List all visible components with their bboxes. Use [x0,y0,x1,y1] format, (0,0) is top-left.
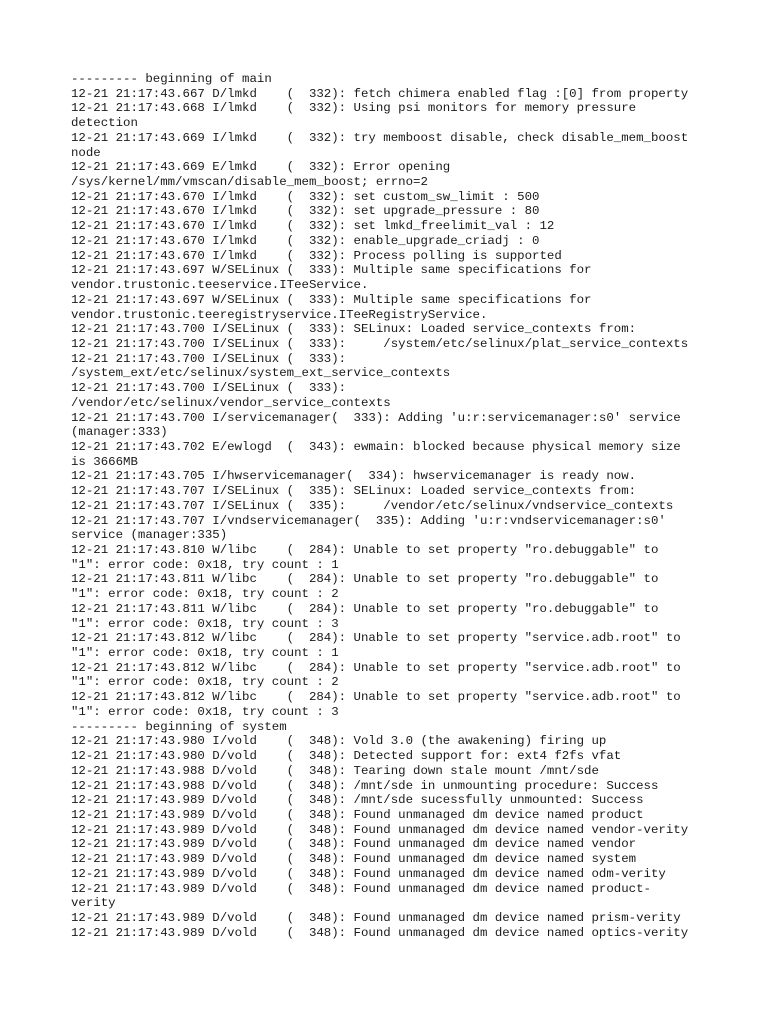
log-line: detection [71,116,138,131]
log-line: 12-21 21:17:43.989 D/vold ( 348): /mnt/sde sucessfully unmounted: Success [71,793,644,808]
log-line: 12-21 21:17:43.989 D/vold ( 348): Found unmanaged dm device named product [71,807,644,822]
log-line: 12-21 21:17:43.670 I/lmkd ( 332): enable_upgrade_criadj : 0 [71,233,540,248]
log-line: 12-21 21:17:43.669 I/lmkd ( 332): try memboost disable, check disable_mem_boost [71,130,689,145]
log-line: service (manager:335) [71,528,228,543]
log-section-header: --------- beginning of main [71,72,272,86]
log-line: 12-21 21:17:43.707 I/SELinux ( 335): SELinux: Loaded service_contexts from: [71,484,637,499]
log-line: 12-21 21:17:43.989 D/vold ( 348): Found unmanaged dm device named product- [71,881,651,896]
log-line: 12-21 21:17:43.989 D/vold ( 348): Found unmanaged dm device named system [71,852,637,867]
log-line: /vendor/etc/selinux/vendor_service_contexts [71,395,391,410]
log-line: "1": error code: 0x18, try count : 3 [71,704,339,719]
log-line: 12-21 21:17:43.707 I/SELinux ( 335): /vendor/etc/selinux/vndservice_contexts [71,498,674,513]
log-line: 12-21 21:17:43.812 W/libc ( 284): Unable to set property "service.adb.root" to [71,660,681,675]
log-line: 12-21 21:17:43.670 I/lmkd ( 332): Process polling is supported [71,248,562,263]
log-line: "1": error code: 0x18, try count : 3 [71,616,339,631]
log-output [71,72,711,940]
log-line: 12-21 21:17:43.989 D/vold ( 348): Found unmanaged dm device named vendor [71,837,637,852]
log-line: 12-21 21:17:43.670 I/lmkd ( 332): set custom_sw_limit : 500 [71,189,540,204]
log-line: 12-21 21:17:43.812 W/libc ( 284): Unable to set property "service.adb.root" to [71,631,681,646]
log-line: 12-21 21:17:43.670 I/lmkd ( 332): set lmkd_freelimit_val : 12 [71,219,555,234]
log-line: 12-21 21:17:43.700 I/servicemanager( 333): Adding 'u:r:servicemanager:s0' service [71,410,681,425]
log-line: 12-21 21:17:43.700 I/SELinux ( 333): /system/etc/selinux/plat_service_contexts [71,336,689,351]
log-line: vendor.trustonic.teeservice.ITeeService. [71,278,369,293]
log-line: 12-21 21:17:43.980 D/vold ( 348): Detected support for: ext4 f2fs vfat [71,749,622,764]
log-line: 12-21 21:17:43.989 D/vold ( 348): Found unmanaged dm device named odm-verity [71,866,666,881]
log-line: 12-21 21:17:43.980 I/vold ( 348): Vold 3.0 (the awakening) firing up [71,734,607,749]
log-line: 12-21 21:17:43.810 W/libc ( 284): Unable to set property "ro.debuggable" to [71,543,659,557]
log-line: 12-21 21:17:43.667 D/lmkd ( 332): fetch chimera enabled flag :[0] from property [71,86,689,101]
log-line: 12-21 21:17:43.988 D/vold ( 348): Tearing down stale mount /mnt/sde [71,763,599,778]
log-line: 12-21 21:17:43.700 I/SELinux ( 333): [71,381,347,396]
log-line: 12-21 21:17:43.988 D/vold ( 348): /mnt/sde in unmounting procedure: Success [71,778,659,793]
log-line: 12-21 21:17:43.989 D/vold ( 348): Found unmanaged dm device named optics-verity [71,925,689,940]
log-line: 12-21 21:17:43.811 W/libc ( 284): Unable to set property "ro.debuggable" to [71,601,659,616]
log-line: 12-21 21:17:43.812 W/libc ( 284): Unable to set property "service.adb.root" to [71,690,681,705]
log-line: verity [71,896,116,911]
log-line: "1": error code: 0x18, try count : 1 [71,557,339,572]
log-line: vendor.trustonic.teeregistryservice.ITeeRegistryService. [71,307,488,322]
log-line: "1": error code: 0x18, try count : 2 [71,587,339,602]
log-line: 12-21 21:17:43.697 W/SELinux ( 333): Multiple same specifications for [71,292,592,307]
log-line: /sys/kernel/mm/vmscan/disable_mem_boost; errno=2 [71,175,428,190]
log-line: 12-21 21:17:43.697 W/SELinux ( 333): Multiple same specifications for [71,263,592,278]
log-line: is 3666MB [71,454,138,469]
log-line: 12-21 21:17:43.702 E/ewlogd ( 343): ewmain: blocked because physical memory size [71,439,681,454]
log-line: /system_ext/etc/selinux/system_ext_service_contexts [71,366,451,381]
log-line: 12-21 21:17:43.669 E/lmkd ( 332): Error opening [71,160,451,175]
log-line: (manager:333) [71,425,168,440]
log-line: "1": error code: 0x18, try count : 2 [71,675,339,690]
log-line: "1": error code: 0x18, try count : 1 [71,646,339,661]
log-line: 12-21 21:17:43.707 I/vndservicemanager( 335): Adding 'u:r:vndservicemanager:s0' [71,513,666,528]
log-line: 12-21 21:17:43.700 I/SELinux ( 333): [71,351,347,366]
log-line: 12-21 21:17:43.811 W/libc ( 284): Unable to set property "ro.debuggable" to [71,572,659,587]
log-line: 12-21 21:17:43.670 I/lmkd ( 332): set upgrade_pressure : 80 [71,204,540,219]
log-section-header: --------- beginning of system [71,719,287,734]
log-line: 12-21 21:17:43.668 I/lmkd ( 332): Using psi monitors for memory pressure [71,101,637,116]
log-line: node [71,145,101,160]
log-line: 12-21 21:17:43.989 D/vold ( 348): Found unmanaged dm device named vendor-verity [71,822,689,837]
log-line: 12-21 21:17:43.700 I/SELinux ( 333): SELinux: Loaded service_contexts from: [71,322,637,337]
log-line: 12-21 21:17:43.705 I/hwservicemanager( 334): hwservicemanager is ready now. [71,469,637,484]
log-line: 12-21 21:17:43.989 D/vold ( 348): Found unmanaged dm device named prism-verity [71,910,681,925]
